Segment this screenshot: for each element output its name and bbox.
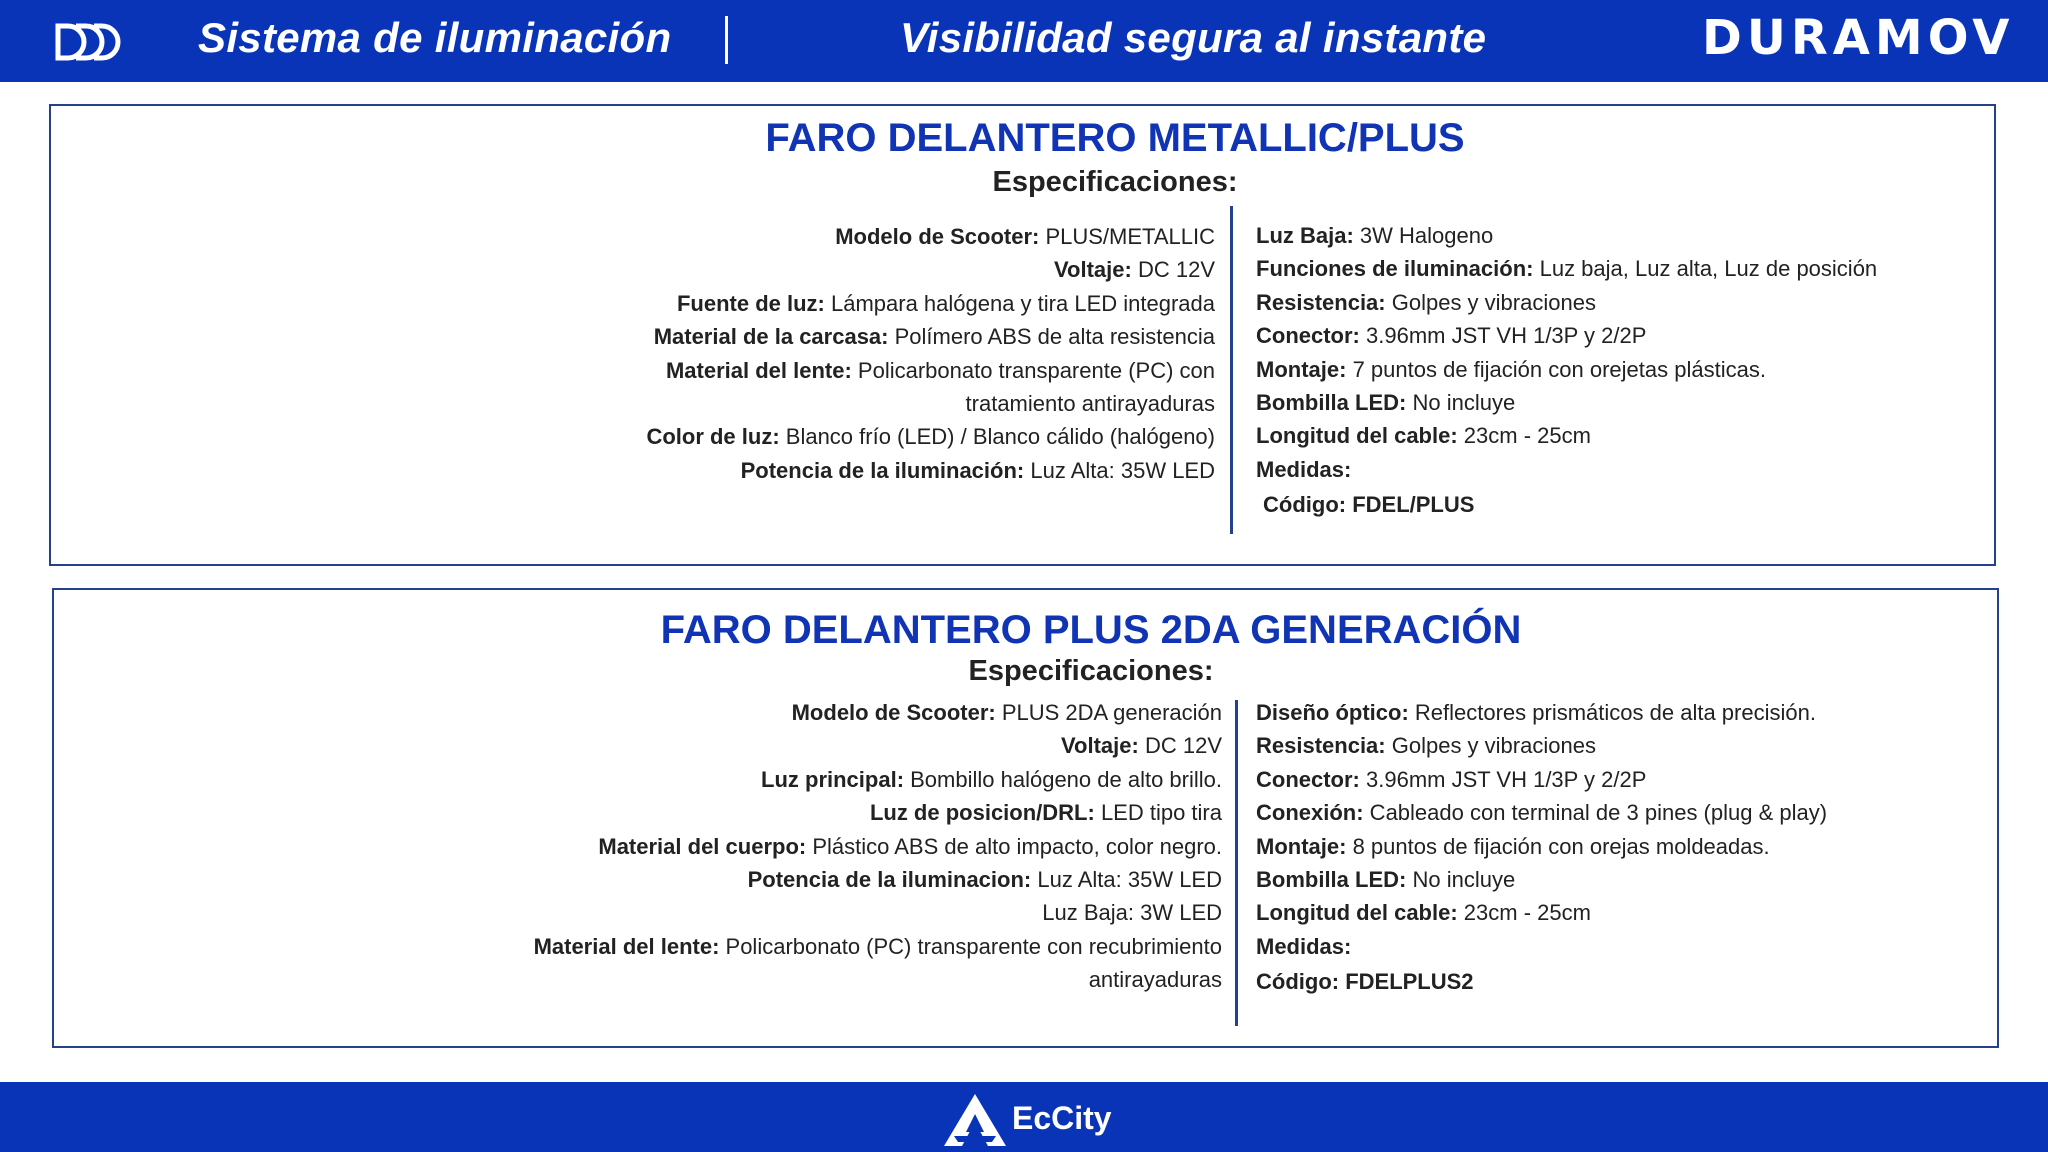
- spec-row: Luz de posicion/DRL: LED tipo tira: [869, 800, 1222, 826]
- spec-row: Material del lente: Policarbonato transparente (PC) con: [665, 357, 1215, 383]
- spec-row: Material del cuerpo: Plástico ABS de alto impacto, color negro.: [598, 833, 1222, 859]
- spec-row: Luz Baja: 3W Halogeno: [1256, 223, 1494, 248]
- product-code: Código: FDEL/PLUS: [1263, 492, 1475, 518]
- footer-bar: [0, 1082, 2048, 1152]
- spec-row: Modelo de Scooter: PLUS 2DA generación: [791, 700, 1222, 725]
- spec-row: Conector: 3.96mm JST VH 1/3P y 2/2P: [1256, 323, 1647, 349]
- duramov-mark-icon: [52, 20, 122, 64]
- product-code: Código: FDELPLUS2: [1256, 969, 1474, 995]
- spec-row: Resistencia: Golpes y vibraciones: [1256, 733, 1596, 759]
- spec-row: Montaje: 8 puntos de fijación con orejas moldeadas.: [1256, 833, 1770, 859]
- header-divider: [725, 16, 728, 64]
- spec-row: Longitud del cable: 23cm - 25cm: [1256, 423, 1591, 449]
- spec-row: Voltaje: DC 12V: [1061, 733, 1222, 759]
- spec-row: Medidas:: [1256, 933, 1352, 959]
- header-right-title: Visibilidad segura al instante: [900, 14, 1487, 61]
- spec-row: Material de la carcasa: Polímero ABS de alta resistencia: [653, 324, 1215, 350]
- spec-row: tratamiento antirayaduras: [965, 391, 1215, 417]
- spec-row: Bombilla LED: No incluye: [1256, 390, 1516, 416]
- product-title: FARO DELANTERO PLUS 2DA GENERACIÓN: [660, 608, 1522, 652]
- spec-row: Longitud del cable: 23cm - 25cm: [1256, 900, 1591, 926]
- specs-heading: Especificaciones:: [992, 166, 1238, 198]
- product-card-2: [52, 588, 1999, 1048]
- header-bar: [0, 0, 2048, 82]
- spec-row: Potencia de la iluminación: Luz Alta: 35W LED: [740, 457, 1215, 483]
- spec-row: Conector: 3.96mm JST VH 1/3P y 2/2P: [1256, 766, 1647, 792]
- spec-row: Montaje: 7 puntos de fijación con orejetas plásticas.: [1256, 356, 1766, 382]
- specs-left-column: [322, 696, 1222, 997]
- spec-row: Conexión: Cableado con terminal de 3 pines (plug & play): [1256, 800, 1828, 826]
- header-left-title: Sistema de iluminación: [198, 14, 672, 61]
- specs-right-column: [1256, 696, 1827, 999]
- specs-heading: Especificaciones:: [968, 655, 1214, 687]
- specs-right-column: [1256, 219, 1877, 522]
- column-divider: [1230, 206, 1233, 534]
- spec-row: Potencia de la iluminacion: Luz Alta: 35W LED: [747, 867, 1222, 893]
- eccity-logo-icon: [940, 1092, 1010, 1148]
- column-divider: [1235, 700, 1238, 1026]
- product-card-1: [49, 104, 1996, 566]
- spec-row: Medidas:: [1256, 456, 1352, 482]
- spec-row: Material del lente: Policarbonato (PC) transparente con recubrimiento: [533, 933, 1222, 959]
- spec-row: Luz Baja: 3W LED: [1042, 900, 1222, 926]
- spec-row: Resistencia: Golpes y vibraciones: [1256, 289, 1596, 315]
- brand-logo: DURAMOV: [1702, 10, 2015, 66]
- spec-row: Modelo de Scooter: PLUS/METALLIC: [835, 224, 1215, 249]
- spec-row: Voltaje: DC 12V: [1054, 257, 1215, 283]
- product-title: FARO DELANTERO METALLIC/PLUS: [765, 116, 1465, 160]
- spec-row: Luz principal: Bombillo halógeno de alto brillo.: [761, 766, 1222, 792]
- spec-row: Bombilla LED: No incluye: [1256, 867, 1516, 893]
- spec-row: Diseño óptico: Reflectores prismáticos de alta precisión.: [1256, 700, 1816, 725]
- spec-row: Funciones de iluminación: Luz baja, Luz alta, Luz de posición: [1256, 256, 1878, 282]
- spec-row: Color de luz: Blanco frío (LED) / Blanco cálido (halógeno): [646, 424, 1215, 450]
- specs-left-column: [455, 220, 1215, 487]
- footer-brand: EcCity: [1012, 1100, 1112, 1136]
- spec-row: Fuente de luz: Lámpara halógena y tira LED integrada: [676, 290, 1215, 316]
- spec-row: antirayaduras: [1088, 967, 1222, 993]
